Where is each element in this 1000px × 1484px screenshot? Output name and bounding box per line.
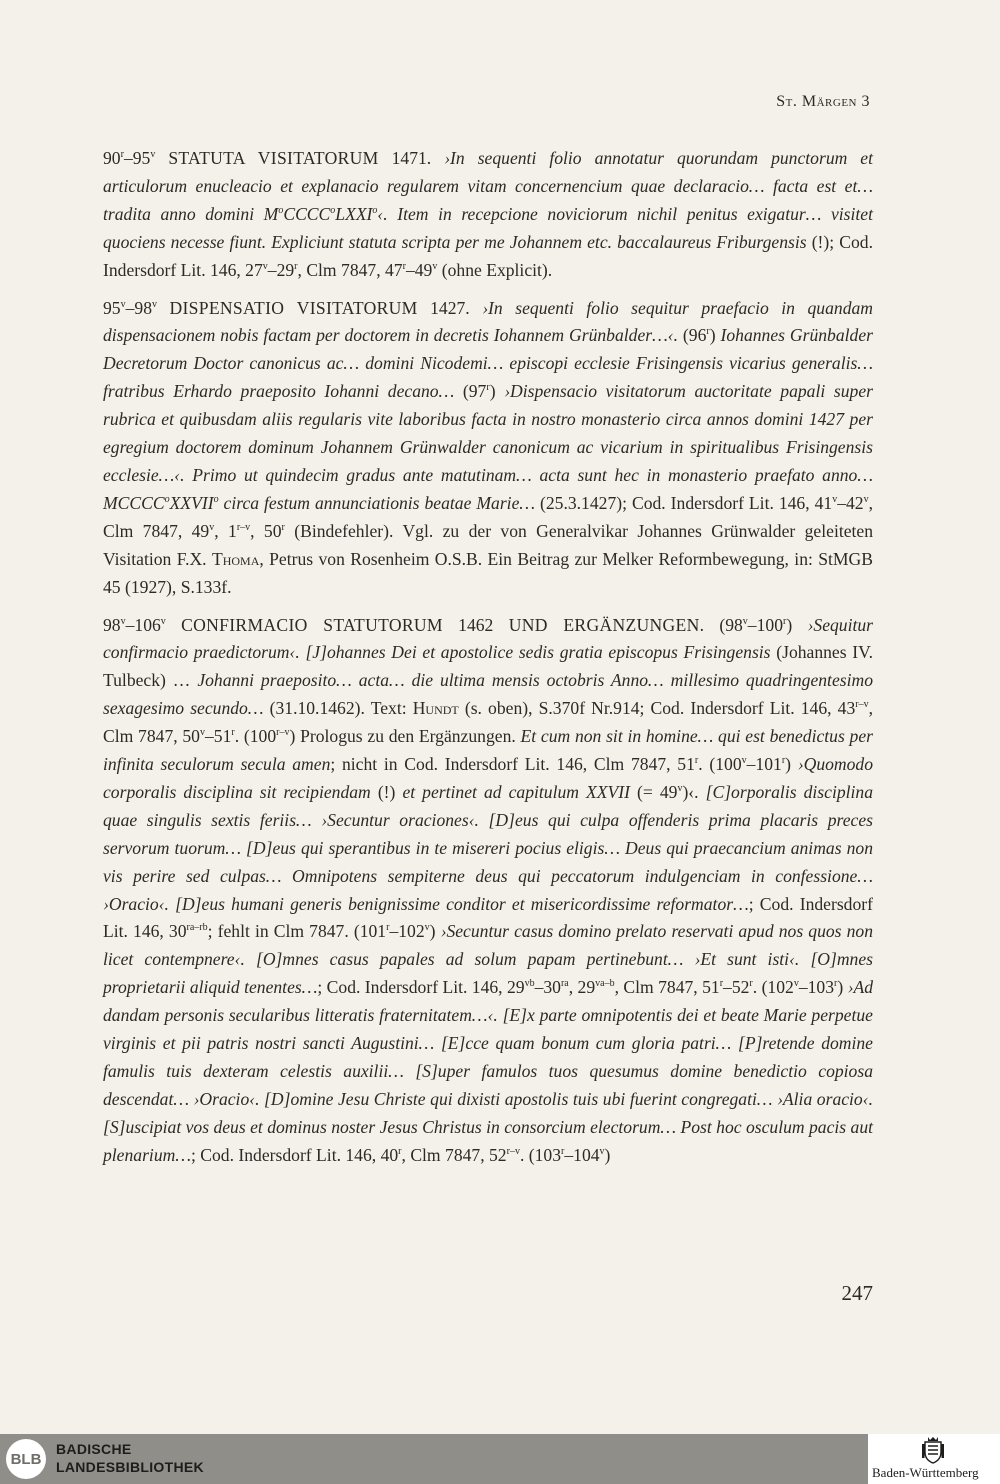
library-name[interactable] xyxy=(56,1440,204,1476)
footer-bar xyxy=(0,1434,1000,1484)
library-name-line2: LANDESBIBLIOTHEK xyxy=(56,1459,204,1475)
library-name-line1: BADISCHE xyxy=(56,1441,132,1457)
catalogue-entry-confirmacio: 98$^v$–106$^v$ CONFIRMACIO STATUTORUM 1462 UND ERGÄNZUNGEN. (98$^v$–100$^r$) ›Sequitur confirmacio praedictorum‹. [J]ohannes Dei et apostolice sedis gratia episcopus Frisingensis (Johannes IV. Tulbeck) … Johanni praeposito… acta… die ultima mensis octobris Anno… millesimo quadringentesimo sexagesimo secundo… (31.10.1462). Text: Hundt (s. oben), S.370f Nr.914; Cod. Indersdorf Lit. 146, 43$^{r-v}$, Clm 7847, 50$^v$–51$^r$. (100$^{r-v}$) Prologus zu den Ergänzungen. Et cum non sit in homine… qui est benedictus per infinita seculorum secula amen; nicht in Cod. Indersdorf Lit. 146, Clm 7847, 51$^r$. (100$^v$–101$^r$) ›Quomodo corporalis disciplina sit recipiendam (!) et pertinet ad capitulum XXVII (= $49^v)‹$. [C]orporalis disciplina quae singulis sextis feriis… ›Secuntur oraciones‹. [D]eus qui culpa offenderis prima placaris preces servorum tuorum… [D]eus qui sperantibus in te misereri pocius eligis… Deus qui praecancium animas non vis perire sed culpas… Omnipotens sempiterne deus qui peccatorum indulgenciam in confessione… ›Oracio‹. [D]eus humani generis benignissime conditor et misericordissime reformator…; Cod. Indersdorf Lit. 146, $30^{ra-rb}$; fehlt in Clm 7847. (101$^r$–102$^v$) ›Secuntur casus domino prelato reservati apud nos quos non licet contempnere‹. [O]mnes casus papales ad solum papam pertinebunt… ›Et sunt isti‹. [O]mnes proprietarii aliquid tenentes…; Cod. Indersdorf Lit. 146, $29^{vb}-30^{ra}$, $29^{va-b}$, Clm 7847, 51$^r$–52$^r$. (102$^v$–103$^r$) ›Ad dandam personis secularibus litteratis fraternitatem…‹. [E]x parte omnipotentis dei et beate Marie perpetue virginis et pii patris nostri sancti Augustini… [E]cce quam bonum cum gloria patri… [P]retende domine famulis tuis dexteram celestis auxilii… [S]uper famulos tuos quesumus domine benedictio copiosa descendat… ›Oracio‹. [D]omine Jesu Christe qui dixisti apostolis tuis ubi fuerint congregati… ›Alia oracio‹. [S]uscipiat vos deus et dominus noster Jesus Christus in consorcium electorum… Post hoc osculum pacis aut plenarium…; Cod. Indersdorf Lit. 146, 40$^r$, Clm 7847, 52$^{r-v}$. (103$^r$–104$^v$) xyxy=(103,614,874,1165)
blb-logo-icon[interactable]: BLB xyxy=(6,1439,46,1479)
running-head: St. Märgen 3 xyxy=(776,93,870,110)
catalogue-entry-dispensatio: 95$^v$–98$^v$ DISPENSATIO VISITATORUM 1427. ›In sequenti folio sequitur praefacio in quandam dispensacionem nobis factam per doctorem in decretis Iohannem Grünbalder…‹. (96$^r$) Iohannes Grünbalder Decretorum Doctor canonicus ac… domini Nicodemi… episcopi ecclesie Frisingensis vicarius generalis… fratribus Erhardo praeposito Iohanni decano… (97$^r$) ›Dispensacio visitatorum auctoritate papali super rubrica et quibusdam aliis regularis vite laboribus facta in nostro monasterio circa annos domini 1427 per egregium doctorem dominum Johannem Grünwalder canonicum ac vicarium in spiritualibus Frisingensis ecclesie…‹. Primo ut quindecim gradus ante matutinam… acta sunt hec in monasterio praefato anno… MCCCC$^o$XXVII$^o$ circa festum annunciationis beatae Marie… (25.3.1427); Cod. Indersdorf Lit. 146, 41$^v$–42$^v$, Clm 7847, 49$^v$, 1$^{r-v}$, 50$^r$ (Bindefehler). Vgl. zu der von Generalvikar Johannes Grünwalder geleiteten Visitation F.X. Thoma, Petrus von Rosenheim O.S.B. Ein Beitrag zur Melker Reformbewegung, in: StMGB 45 (1927), S.133f. xyxy=(103,297,874,597)
catalogue-text xyxy=(103,145,873,1180)
coat-of-arms-icon xyxy=(922,1436,944,1464)
page-number: 247 xyxy=(841,1281,873,1305)
baden-wuerttemberg-badge[interactable] xyxy=(868,1434,1000,1484)
region-label: Baden-Württemberg xyxy=(872,1465,979,1480)
catalogue-entry-statuta: 90$^r$–95$^v$ STATUTA VISITATORUM 1471. ›In sequenti folio annotatur quorundam punctorum et articulorum enucleacio et explanacio regularem vitam concernencium quae declaracio… facta est et… tradita anno domini $M^oCCCC^oLXXI^o‹$. Item in recepcione noviciorum nichil penitus exigatur… visitet quociens necesse fiunt. Expliciunt statuta scripta per me Johannem etc. baccalaureus Friburgensis (!); Cod. Indersdorf Lit. 146, 27$^v$–29$^r$, Clm 7847, 47$^r$–49$^v$ (ohne Explicit). xyxy=(103,148,874,280)
